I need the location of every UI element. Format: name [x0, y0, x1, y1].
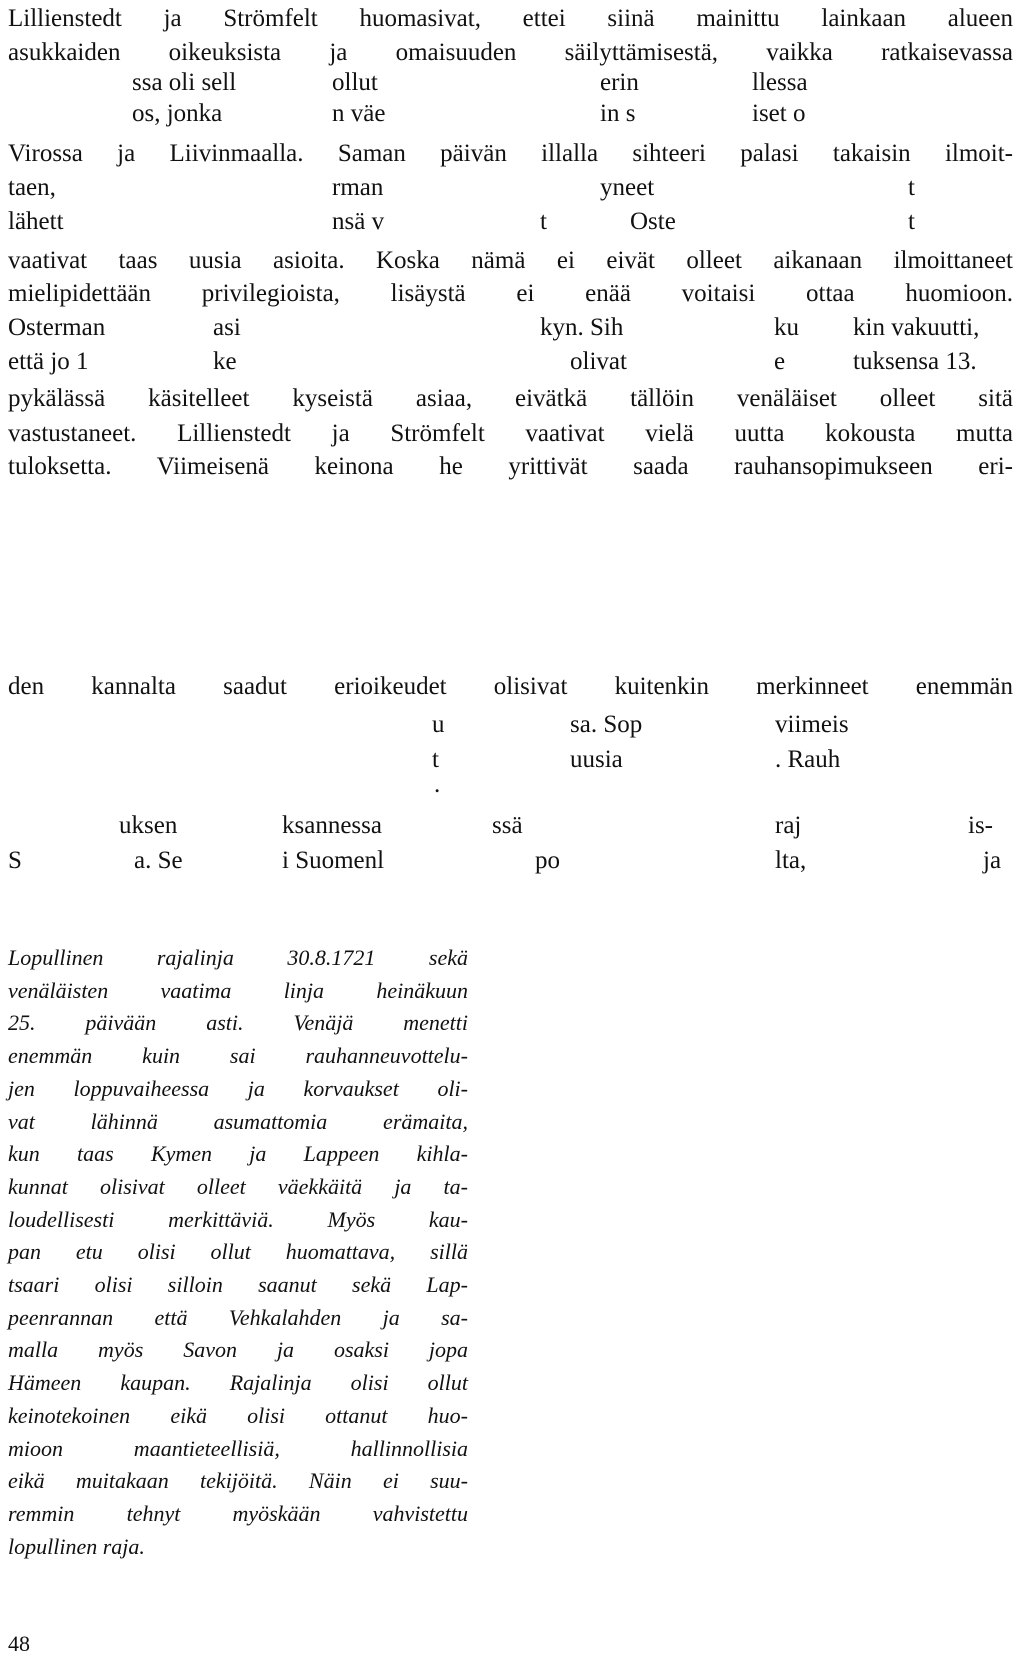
caption-line: pan etu olisi ollut huomattava, sillä — [8, 1239, 468, 1265]
text-fragment: Oste — [630, 208, 676, 235]
caption-line: Hämeen kaupan. Rajalinja olisi ollut — [8, 1370, 468, 1396]
text-fragment: ku — [774, 314, 799, 341]
body-text-line: asukkaiden oikeuksista ja omaisuuden säilyttämisestä, vaikka ratkaisevassa — [8, 39, 1013, 66]
text-fragment: po — [535, 847, 560, 874]
text-fragment: t — [432, 746, 439, 773]
text-fragment: uusia — [570, 746, 623, 773]
body-text-line: Virossa ja Liivinmaalla. Saman päivän illalla sihteeri palasi takaisin ilmoit- — [8, 140, 1013, 167]
text-fragment: is- — [968, 812, 993, 839]
text-fragment: olivat — [570, 348, 627, 375]
text-fragment: ja — [983, 847, 1002, 874]
text-fragment: llessa — [752, 69, 808, 96]
text-fragment: ollut — [332, 69, 378, 96]
text-fragment: yneet — [600, 174, 655, 201]
body-text-line: vaativat taas uusia asioita. Koska nämä ei eivät olleet aikanaan ilmoittaneet — [8, 247, 1013, 274]
caption-line: remmin tehnyt myöskään vahvistettu — [8, 1500, 468, 1526]
text-fragment: t — [540, 208, 547, 235]
text-fragment: ssä — [492, 812, 523, 839]
text-fragment: asi — [213, 314, 241, 341]
text-fragment: nsä v — [332, 208, 385, 235]
caption-line: eikä muitakaan tekijöitä. Näin ei suu- — [8, 1468, 468, 1494]
text-fragment: rman — [332, 174, 384, 201]
body-text-line: den kannalta saadut erioikeudet olisivat kuitenkin merkinneet enemmän — [8, 673, 1013, 700]
caption-line: keinotekoinen eikä olisi ottanut huo- — [8, 1402, 468, 1428]
text-fragment: viimeis — [775, 711, 849, 738]
caption-line: kun taas Kymen ja Lappeen kihla- — [8, 1141, 468, 1167]
body-text-line: tuloksetta. Viimeisenä keinona he yrittivät saada rauhansopimukseen eri- — [8, 453, 1013, 480]
text-fragment: taen, — [8, 174, 56, 201]
caption-line: Lopullinen rajalinja 30.8.1721 sekä — [8, 945, 468, 970]
caption-line: peenrannan että Vehkalahden ja sa- — [8, 1304, 468, 1330]
text-fragment: t — [908, 208, 915, 235]
text-fragment: lta, — [775, 847, 807, 874]
caption-line: mioon maantieteellisiä, hallinnollisia — [8, 1435, 468, 1461]
text-fragment: sa. Sop — [570, 711, 643, 738]
body-text-line: mielipidettään privilegioista, lisäystä ei enää voitaisi ottaa huomioon. — [8, 280, 1013, 307]
text-fragment: u — [432, 711, 445, 738]
text-fragment: e — [774, 348, 786, 375]
page-number: 48 — [8, 1631, 30, 1656]
text-fragment: Osterman — [8, 314, 106, 341]
text-fragment: . — [434, 771, 441, 798]
text-fragment: kin vakuutti, — [853, 314, 980, 341]
text-fragment: uksen — [119, 812, 178, 839]
caption-line: tsaari olisi silloin saanut sekä Lap- — [8, 1272, 468, 1298]
body-text-line: pykälässä käsitelleet kyseistä asiaa, eivätkä tällöin venäläiset olleet sitä — [8, 385, 1013, 412]
caption-line: kunnat olisivat olleet väekkäitä ja ta- — [8, 1173, 468, 1199]
body-text-line: vastustaneet. Lillienstedt ja Strömfelt vaativat vielä uutta kokousta mutta — [8, 420, 1013, 447]
text-fragment: raj — [775, 812, 802, 839]
text-fragment: lähett — [8, 208, 64, 235]
text-fragment: kyn. Sih — [540, 314, 624, 341]
text-fragment: in s — [600, 100, 636, 127]
caption-line: vat lähinnä asumattomia erämaita, — [8, 1108, 468, 1134]
caption-line: loudellisesti merkittäviä. Myös kau- — [8, 1206, 468, 1232]
text-fragment: iset o — [752, 100, 806, 127]
caption-line: malla myös Savon ja osaksi jopa — [8, 1337, 468, 1363]
text-fragment: tuksensa 13. — [853, 348, 977, 375]
text-fragment: että jo 1 — [8, 348, 89, 375]
caption-line: lopullinen raja. — [8, 1533, 145, 1559]
body-text-line: Lillienstedt ja Strömfelt huomasivat, ettei siinä mainittu lainkaan alueen — [8, 5, 1013, 32]
text-fragment: n väe — [332, 100, 386, 127]
text-fragment: erin — [600, 69, 639, 96]
text-fragment: ksannessa — [282, 812, 382, 839]
caption-line: jen loppuvaiheessa ja korvaukset oli- — [8, 1075, 468, 1101]
caption-line: venäläisten vaatima linja heinäkuun — [8, 977, 468, 1003]
text-fragment: . Rauh — [775, 746, 841, 773]
caption-line: 25. päivään asti. Venäjä menetti — [8, 1010, 468, 1036]
text-fragment: os, jonka — [132, 100, 223, 127]
caption-line: enemmän kuin sai rauhanneuvottelu- — [8, 1043, 468, 1069]
text-fragment: ssa oli sell — [132, 69, 237, 96]
text-fragment: S — [8, 847, 22, 874]
text-fragment: a. Se — [134, 847, 183, 874]
map-caption — [8, 942, 468, 1563]
text-fragment: ke — [213, 348, 237, 375]
text-fragment: t — [908, 174, 915, 201]
text-fragment: i Suomenl — [282, 847, 385, 874]
